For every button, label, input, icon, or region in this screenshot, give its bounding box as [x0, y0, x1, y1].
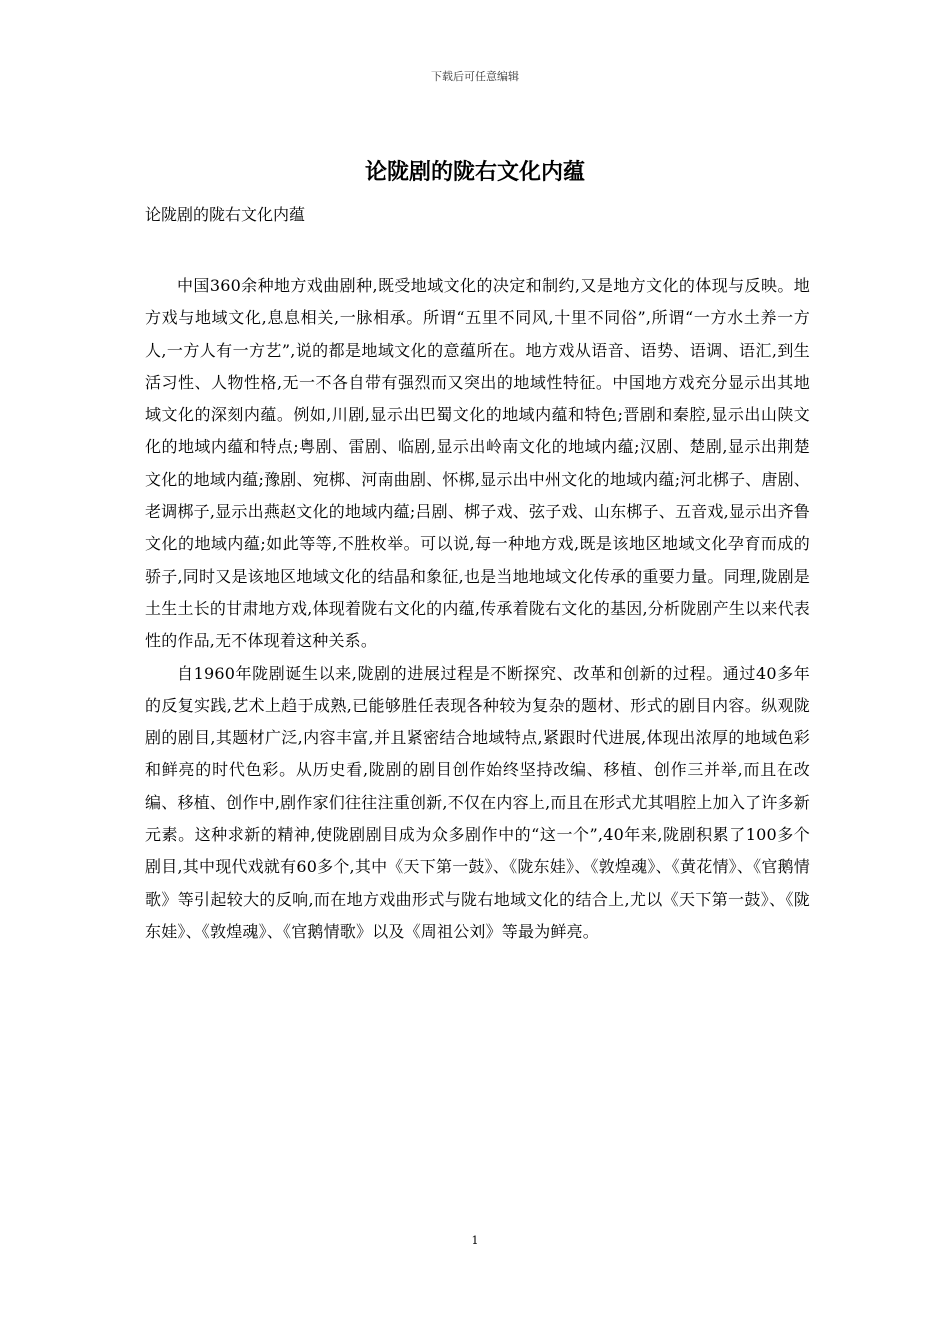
document-title: 论陇剧的陇右文化内蕴 — [364, 159, 585, 185]
body-paragraph: 自1960年陇剧诞生以来,陇剧的进展过程是不断探究、改革和创新的过程。通过40多年的反复实践,艺术上趋于成熟,已能够胜任表现各种较为复杂的题材、形式的剧目内容。纵观陇剧的剧目,其题材广泛,内容丰富,并且紧密结合地域特点,紧跟时代进展,体现出浓厚的地域色彩和鲜亮的时代色彩。从历史看,陇剧的剧目创作始终坚持改编、移植、创作三并举,而且在改编、移植、创作中,剧作家们往往注重创新,不仅在内容上,而且在形式尤其唱腔上加入了许多新元素。这种求新的精神,使陇剧剧目成为众多剧作中的“这一个”,40年来,陇剧积累了100多个剧目,其中现代戏就有60多个,其中《天下第一鼓》、《陇东娃》、《敦煌魂》、《黄花情》、《官鹅情歌》等引起较大的反响,而在地方戏曲形式与陇右地域文化的结合上,尤以《天下第一鼓》、《陇东娃》、《敦煌魂》、《官鹅情歌》以及《周祖公刘》等最为鲜亮。 — [145, 663, 810, 941]
page-header: 下载后可任意编辑 — [431, 70, 519, 83]
document-subtitle: 论陇剧的陇右文化内蕴 — [145, 205, 306, 224]
page-number: 1 — [471, 1234, 479, 1247]
document-body — [145, 270, 810, 948]
body-paragraph: 中国360余种地方戏曲剧种,既受地域文化的决定和制约,又是地方文化的体现与反映。地方戏与地域文化,息息相关,一脉相承。所谓“五里不同风,十里不同俗”,所谓“一方水土养一方人,一方人有一方艺”,说的都是地域文化的意蕴所在。地方戏从语音、语势、语调、语汇,到生活习性、人物性格,无一不各自带有强烈而又突出的地域性特征。中国地方戏充分显示出其地域文化的深刻内蕴。例如,川剧,显示出巴蜀文化的地域内蕴和特色;晋剧和秦腔,显示出山陕文化的地域内蕴和特点;粤剧、雷剧、临剧,显示出岭南文化的地域内蕴;汉剧、楚剧,显示出荆楚文化的地域内蕴;豫剧、宛梆、河南曲剧、怀梆,显示出中州文化的地域内蕴;河北梆子、唐剧、老调梆子,显示出燕赵文化的地域内蕴;吕剧、梆子戏、弦子戏、山东梆子、五音戏,显示出齐鲁文化的地域内蕴;如此等等,不胜枚举。可以说,每一种地方戏,既是该地区地域文化孕育而成的骄子,同时又是该地区地域文化的结晶和象征,也是当地地域文化传承的重要力量。同理,陇剧是土生土长的甘肃地方戏,体现着陇右文化的内蕴,传承着陇右文化的基因,分析陇剧产生以来代表性的作品,无不体现着这种关系。 — [145, 276, 810, 651]
